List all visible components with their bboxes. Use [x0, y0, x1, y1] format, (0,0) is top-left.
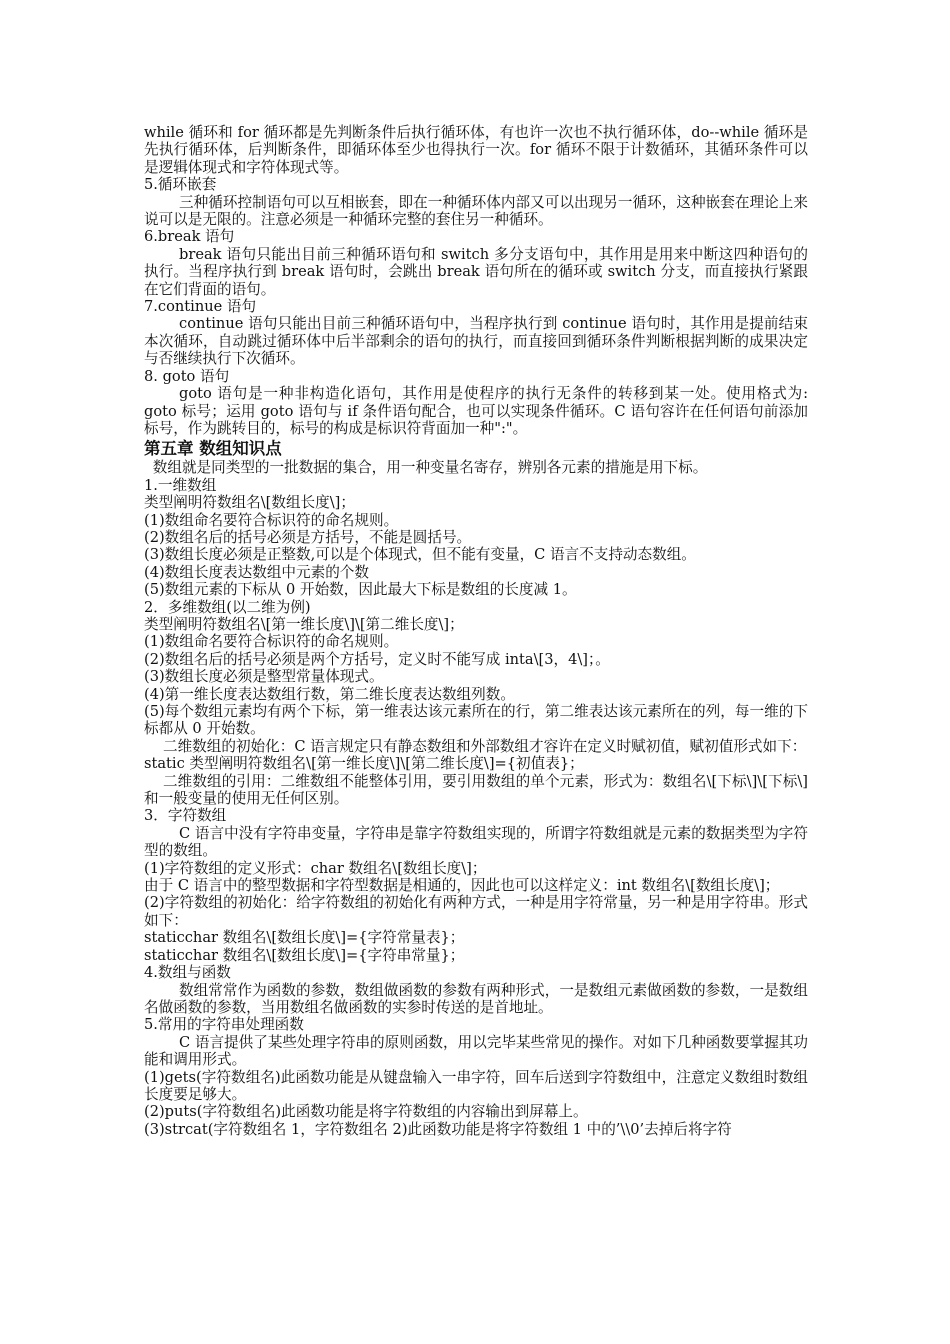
list-item: (1)字符数组的定义形式：char 数组名\[数组长度\]；	[144, 859, 487, 877]
document-page	[144, 124, 808, 1138]
section-one-dim-array: 1.一维数组	[144, 476, 217, 494]
paragraph-two-dim-init: 二维数组的初始化：C 语言规定只有静态数组和外部数组才容许在定义时赋初值，赋初值形式如下：	[162, 737, 807, 755]
paragraph-array-function: 数组常常作为函数的参数，数组做函数的参数有两种形式，一是数组元素做函数的参数，一是数组名做函数的参数，当用数组名做函数的实参时传送的是首地址。	[144, 981, 808, 1016]
list-item: (2)数组名后的括号必须是两个方括号，定义时不能写成 inta\[3，4\]；。	[144, 650, 610, 668]
paragraph-break-statement: break 语句只能出目前三种循环语句和 switch 多分支语句中，其作用是用来中断这四种语句的执行。当程序执行到 break 语句时，会跳出 break 语句所在的循环或 switch 分支，而直接执行紧跟在它们背面的语句。	[144, 245, 808, 298]
list-item: (3)strcat(字符数组名 1，字符数组名 2)此函数功能是将字符数组 1 中的’\\0’去掉后将字符	[144, 1120, 732, 1138]
paragraph-two-dim-reference: 二维数组的引用：二维数组不能整体引用，要引用数组的单个元素，形式为：数组名\[下标\]\[下标\]和一般变量的使用无任何区别。	[144, 772, 808, 808]
paragraph-string-functions: C 语言提供了某些处理字符串的原则函数，用以完毕某些常见的操作。对如下几种函数要掌握其功能和调用形式。	[144, 1033, 808, 1069]
list-item: (3)数组长度必须是整型常量体现式。	[144, 668, 384, 686]
paragraph-loop-comparison: while 循环和 for 循环都是先判断条件后执行循环体，有也许一次也不执行循环体，do--while 循环是先执行循环体，后判断条件，即循环体至少也得执行一次。for 循环不限于计数循环，其循环条件可以是逻辑体现式和字符体现式等。	[144, 124, 808, 176]
section-string-functions: 5.常用的字符串处理函数	[144, 1016, 304, 1034]
list-item: (1)数组命名要符合标识符的命名规则。	[144, 633, 399, 651]
list-item: (4)数组长度表达数组中元素的个数	[144, 563, 369, 581]
list-item: (5)数组元素的下标从 0 开始数，因此最大下标是数组的长度减 1。	[144, 581, 577, 599]
section-goto-statement: 8. goto 语句	[144, 367, 230, 385]
paragraph-loop-nesting: 三种循环控制语句可以互相嵌套，即在一种循环体内部又可以出现另一循环，这种嵌套在理论上来说可以是无限的。注意必须是一种循环完整的套住另一种循环。	[144, 193, 808, 229]
syntax-char-const-init: staticchar 数组名\[数组长度\]={字符常量表}；	[144, 929, 465, 947]
section-char-array: 3．字符数组	[144, 807, 227, 825]
section-array-function: 4.数组与函数	[144, 964, 231, 982]
chapter-heading: 第五章 数组知识点	[144, 439, 282, 459]
paragraph-int-array: 由于 C 语言中的整型数据和字符型数据是相通的，因此也可以这样定义：int 数组名\[数组长度\]；	[144, 877, 780, 895]
paragraph-goto-statement: goto 语句是一种非构造化语句，其作用是使程序的执行无条件的转移到某一处。使用格式为: goto 标号；运用 goto 语句与 if 条件语句配合，也可以实现条件循环。C 语句容许在任何语句前添加标号，作为跳转目的，标号的构成是标识符背面加一种":"。	[144, 385, 808, 437]
list-item: (5)每个数组元素均有两个下标，第一维表达该元素所在的行，第二维表达该元素所在的列，每一维的下标都从 0 开始数。	[144, 703, 808, 738]
syntax-string-init: staticchar 数组名\[数组长度\]={字符串常量}；	[144, 946, 465, 964]
paragraph-array-definition: 数组就是同类型的一批数据的集合，用一种变量名寄存，辨别各元素的措施是用下标。	[152, 459, 708, 477]
syntax-two-dim-array: 类型阐明符数组名\[第一维长度\]\[第二维长度\]；	[144, 615, 464, 633]
list-item: (4)第一维长度表达数组行数，第二维长度表达数组列数。	[144, 685, 515, 703]
syntax-static-array: static 类型阐明符数组名\[第一维长度\]\[第二维长度\]={初值表}；	[144, 755, 584, 773]
list-item: (1)数组命名要符合标识符的命名规则。	[144, 511, 399, 529]
section-continue-statement: 7.continue 语句	[144, 298, 257, 316]
section-loop-nesting: 5.循环嵌套	[144, 176, 217, 194]
paragraph-continue-statement: continue 语句只能出目前三种循环语句中，当程序执行到 continue 语句时，其作用是提前结束本次循环，自动跳过循环体中后半部剩余的语句的执行，而直接回到循环条件判断根据判断的成果决定与否继续执行下次循环。	[144, 315, 808, 368]
section-break-statement: 6.break 语句	[144, 228, 235, 246]
list-item: (1)gets(字符数组名)此函数功能是从键盘输入一串字符，回车后送到字符数组中，注意定义数组时数组长度要足够大。	[144, 1068, 808, 1103]
paragraph-char-array: C 语言中没有字符串变量，字符串是靠字符数组实现的，所谓字符数组就是元素的数据类型为字符型的数组。	[144, 824, 808, 860]
list-item: (3)数组长度必须是正整数,可以是个体现式，但不能有变量，C 语言不支持动态数组。	[144, 546, 696, 564]
section-multi-dim-array: 2．多维数组(以二维为例)	[144, 598, 311, 616]
syntax-one-dim-array: 类型阐明符数组名\[数组长度\]；	[144, 494, 355, 512]
list-item: (2)puts(字符数组名)此函数功能是将字符数组的内容输出到屏幕上。	[144, 1103, 588, 1121]
list-item: (2)数组名后的括号必须是方括号，不能是圆括号。	[144, 528, 472, 546]
list-item: (2)字符数组的初始化：给字符数组的初始化有两种方式，一种是用字符常量，另一种是用字符串。形式如下：	[144, 894, 808, 929]
